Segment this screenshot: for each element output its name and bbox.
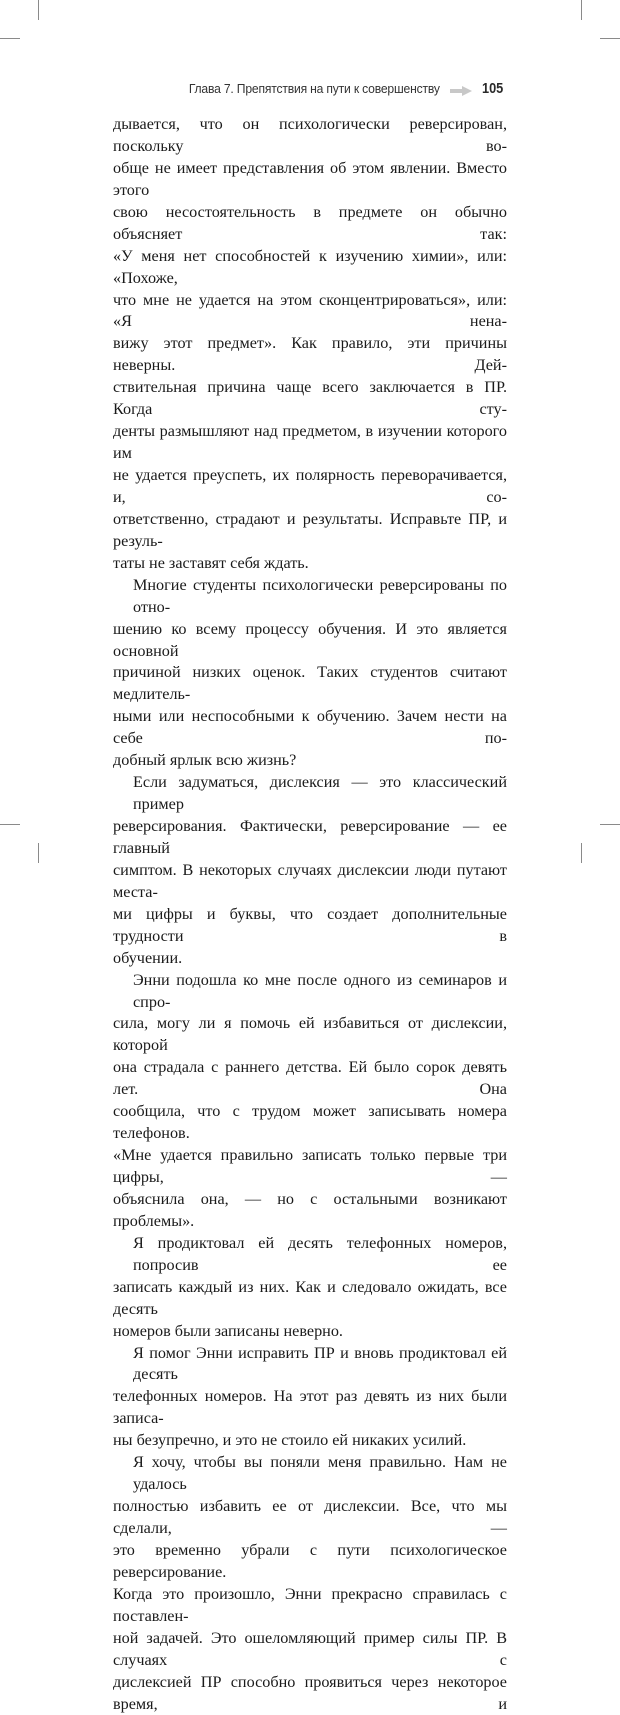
paragraph — [113, 1452, 507, 1715]
text-line: ответственно, страдают и результаты. Исправьте ПР, и резуль- — [113, 509, 507, 550]
text-line: не удается преуспеть, их полярность переворачивается, и, со- — [113, 466, 507, 506]
text-line: ной задачей. Это ошеломляющий пример силы ПР. В случаях с — [113, 1628, 507, 1669]
text-line: она страдала с раннего детства. Ей было сорок девять лет. Она — [113, 1058, 507, 1099]
paragraph — [113, 1233, 507, 1343]
crop-mark-top-right-vertical — [581, 0, 582, 20]
text-line: обще не имеет представления об этом явлении. Вместо этого — [113, 158, 507, 199]
text-line: дывается, что он психологически реверсирован, поскольку во- — [113, 115, 507, 155]
arrow-right-icon — [450, 83, 472, 93]
text-line: вижу этот предмет». Как правило, эти причины неверны. Дей- — [113, 334, 507, 375]
paragraph — [113, 1343, 507, 1453]
crop-mark-bottom-left-horizontal — [0, 824, 20, 825]
text-line: ными или неспособными к обучению. Зачем нести на себе по- — [113, 707, 507, 748]
text-line: телефонных номеров. На этот раз девять из них были записа- — [113, 1387, 507, 1428]
page-number: 105 — [481, 79, 504, 97]
text-line: таты не заставят себя ждать. — [113, 553, 309, 572]
text-line: Многие студенты психологически реверсированы по отно- — [133, 575, 507, 616]
paragraph — [113, 575, 507, 772]
crop-mark-bottom-right-horizontal — [600, 824, 620, 825]
paragraph — [113, 970, 507, 1233]
text-line: денты размышляют над предметом, в изучении которого им — [113, 422, 507, 463]
text-line: номеров были записаны неверно. — [113, 1321, 343, 1340]
text-line: дислексией ПР способно проявиться через некоторое время, и — [113, 1672, 507, 1713]
text-line: симптом. В некоторых случаях дислексии люди путают места- — [113, 860, 507, 901]
text-line: ствительная причина чаще всего заключается в ПР. Когда сту- — [113, 378, 507, 419]
crop-mark-bottom-left-vertical — [38, 843, 39, 863]
text-line: сообщила, что с трудом может записывать номера телефонов. — [113, 1102, 507, 1143]
text-line: причиной низких оценок. Таких студентов считают медлитель- — [113, 663, 507, 704]
paragraph — [113, 772, 507, 969]
text-line: что мне не удается на этом сконцентрироваться», или: «Я нена- — [113, 290, 507, 331]
crop-mark-bottom-right-vertical — [581, 843, 582, 863]
text-line: Я помог Энни исправить ПР и вновь продиктовал ей десять — [133, 1343, 507, 1384]
text-line: сила, могу ли я помочь ей избавиться от дислексии, которой — [113, 1014, 507, 1055]
paragraph — [113, 114, 507, 575]
text-line: это временно убрали с пути психологическое реверсирование. — [113, 1540, 507, 1581]
text-line: Энни подошла ко мне после одного из семинаров и спро- — [133, 970, 507, 1011]
text-line: Когда это произошло, Энни прекрасно справилась с поставлен- — [113, 1584, 507, 1625]
text-line: свою несостоятельность в предмете он обычно объясняет так: — [113, 202, 507, 243]
running-header — [113, 78, 507, 98]
text-line: ны безупречно, и это не стоило ей никаких усилий. — [113, 1431, 467, 1450]
text-line: Я хочу, чтобы вы поняли меня правильно. Нам не удалось — [133, 1453, 507, 1494]
text-line: шению ко всему процессу обучения. И это является основной — [113, 619, 507, 660]
text-line: полностью избавить ее от дислексии. Все, что мы сделали, — — [113, 1497, 507, 1537]
crop-mark-top-left-vertical — [38, 0, 39, 20]
text-line: записать каждый из них. Как и следовало ожидать, все десять — [113, 1277, 507, 1318]
text-line: добный ярлык всю жизнь? — [113, 751, 297, 770]
page-body — [113, 114, 507, 1715]
text-line: реверсирования. Фактически, реверсирование — ее главный — [113, 817, 507, 857]
crop-mark-top-left-horizontal — [0, 38, 20, 39]
text-line: «Мне удается правильно записать только первые три цифры, — — [113, 1146, 507, 1186]
chapter-title: Глава 7. Препятствия на пути к совершенству — [189, 80, 440, 96]
text-line: «У меня нет способностей к изучению химии», или: «Похоже, — [113, 246, 507, 287]
text-line: объяснила она, — но с остальными возникают проблемы». — [113, 1189, 507, 1230]
text-line: обучении. — [113, 948, 183, 967]
text-line: Если задуматься, дислексия — это классический пример — [133, 773, 507, 814]
text-line: ми цифры и буквы, что создает дополнительные трудности в — [113, 904, 507, 945]
text-line: Я продиктовал ей десять телефонных номеров, попросив ее — [133, 1233, 507, 1274]
crop-mark-top-right-horizontal — [600, 38, 620, 39]
